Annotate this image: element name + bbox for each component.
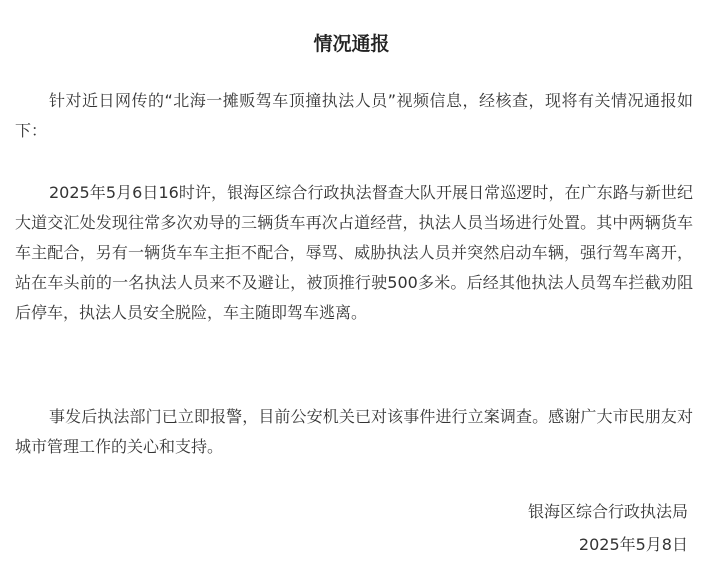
followup-paragraph: 事发后执法部门已立即报警，目前公安机关已对该事件进行立案调查。感谢广大市民朋友对城市管理工作的关心和支持。 xyxy=(15,407,693,456)
notice-title: 情况通报 xyxy=(313,33,390,55)
signature-organization: 银海区综合行政执法局 xyxy=(527,502,688,521)
incident-paragraph: 2025年5月6日16时许，银海区综合行政执法督查大队开展日常巡逻时，在广东路与新世纪大道交汇处发现往常多次劝导的三辆货车再次占道经营，执法人员当场进行处置。其中两辆货车车主配合，另有一辆货车车主拒不配合，辱骂、威胁执法人员并突然启动车辆，强行驾车离开，站在车头前的一名执法人员来不及避让，被顶推行驶500多米。后经其他执法人员驾车拦截劝阻后停车，执法人员安全脱险，车主随即驾车逃离。 xyxy=(15,183,693,322)
intro-paragraph: 针对近日网传的“北海一摊贩驾车顶撞执法人员”视频信息，经核查，现将有关情况通报如下： xyxy=(15,91,693,140)
signature-date: 2025年5月8日 xyxy=(578,535,688,554)
